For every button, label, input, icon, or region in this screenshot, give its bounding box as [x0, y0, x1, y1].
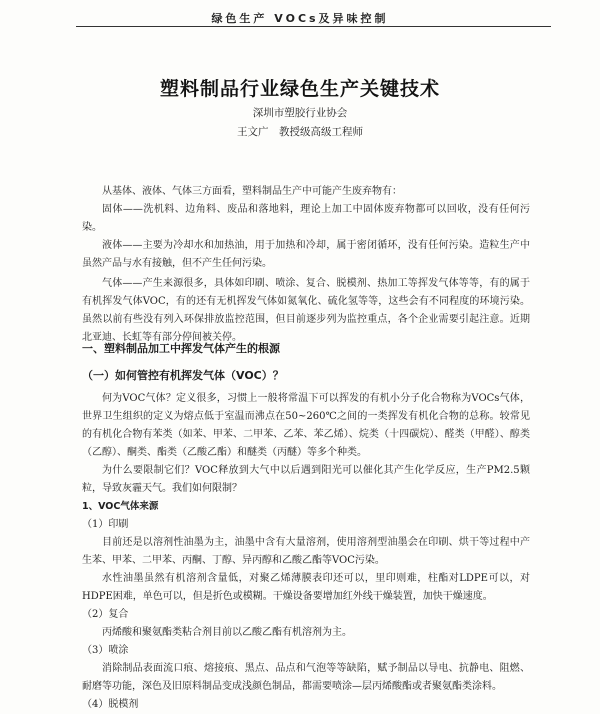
article-author: 王文广 教授级高级工程师 — [237, 126, 363, 138]
body-paragraph: 何为VOC气体？定义很多，习惯上一般将常温下可以挥发的有机小分子化合物称为VOCs气体，世界卫生组织的定义为熔点低于室温而沸点在50~260℃之间的一类挥发有机化合物的总称。较常见的有机化合物有苯类（如苯、甲苯、二甲苯、乙苯、苯乙烯）、烷类（十四碳烷）、醛类（甲醛）、醇类（乙醇）、酮类、酯类（乙酸乙酯）和醚类（丙醚）等多个种类。 — [82, 393, 530, 458]
source-label: （1）印刷 — [82, 519, 129, 530]
intro-paragraph: 从基体、液体、气体三方面看，塑料制品生产中可能产生废弃物有： — [102, 186, 402, 197]
body-paragraph: 为什么要限制它们？VOC释放到大气中以后遇到阳光可以催化其产生化学反应，生产PM2.5颗粒，导致灰霾天气。我们如何限制？ — [82, 465, 530, 494]
subsection-heading: （一）如何管控有机挥发气体（VOC）？ — [82, 369, 284, 382]
article-organization: 深圳市塑胶行业协会 — [252, 107, 348, 119]
article-title: 塑料制品行业绿色生产关键技术 — [159, 78, 440, 100]
intro-paragraph: 气体——产生来源很多，具体如印刷、喷涂、复合、脱模剂、热加工等挥发气体等等，有的属于有机挥发气体VOC，有的还有无机挥发气体如氮氧化、硫化氢等等，这些会有不同程度的环境污染。虽然以前有些没有列入环保排放监控范围，但目前逐步列为监控重点，各个企业需要引起注意。近期北亚迪、长虹等有部分停间被关停。 — [82, 278, 530, 343]
section-heading: 一、塑料制品加工中挥发气体产生的根源 — [82, 342, 280, 355]
running-header: 绿色生产 VOCs及异味控制 — [211, 12, 389, 25]
voc-sources-heading: 1、VOC气体来源 — [82, 501, 159, 512]
source-label: （2）复合 — [82, 609, 129, 620]
intro-paragraph: 液体——主要为冷却水和加热油，用于加热和冷却，属于密闭循环，没有任何污染。造粒生产中虽然产品与水有接触，但不产生任何污染。 — [82, 240, 530, 269]
body-paragraph: 水性油墨虽然有机溶剂含量低，对聚乙烯薄膜表印还可以，里印则难，柱酯对LDPE可以，对HDPE困难，单色可以，但是折色或模糊。干燥设备要增加红外线干燥装置，加快干燥速度。 — [82, 573, 530, 602]
source-label: （4）脱模剂 — [82, 699, 139, 710]
header-rule — [76, 26, 551, 27]
body-paragraph: 目前还是以溶剂性油墨为主，油墨中含有大量溶剂，使用溶剂型油墨会在印刷、烘干等过程中产生苯、甲苯、二甲苯、丙酮、丁醇、异丙醇和乙酸乙酯等VOC污染。 — [82, 537, 530, 566]
body-paragraph: 消除制品表面流口痕、熔接痕、黑点、品点和气泡等等缺陷，赋予制品以导电、抗静电、阻燃、耐磨等功能，深色及旧原料制品变成浅颜色制品，都需要喷涂—层丙烯酸酯或者聚氨酯类涂料。 — [82, 663, 530, 692]
body-paragraph: 丙烯酸和聚氨酯类粘合剂目前以乙酸乙酯有机溶剂为主。 — [102, 627, 352, 638]
intro-text — [82, 183, 530, 347]
intro-paragraph: 固体——洗机料、边角料、废品和落地料，理论上加工中固体废弃物都可以回收，没有任何污染。 — [82, 204, 530, 233]
section-body — [82, 390, 530, 714]
source-label: （3）喷涂 — [82, 645, 129, 656]
